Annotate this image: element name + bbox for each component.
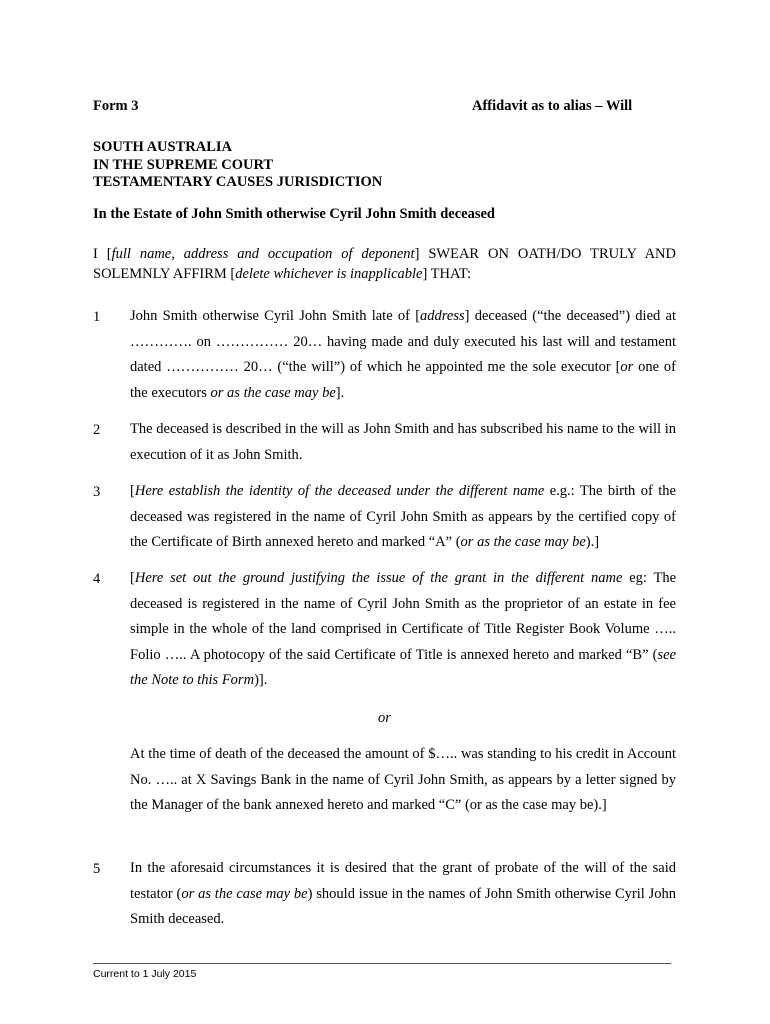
para-4-italic-2: see the Note to this Form [130,646,676,689]
para-4-alternative: At the time of death of the deceased the amount of $….. was standing to his credit in Account No. ….. at X Savings Bank in the name of Cyril John Smith, as appears by a letter signed by the Manager of the bank annexed hereto and marked “C” (or as the case may be).] [130,746,676,814]
court-line-3: TESTAMENTARY CAUSES JURISDICTION [93,174,383,190]
court-line-1: SOUTH AUSTRALIA [93,139,232,155]
para-4-text-1: [ [130,570,135,586]
para-4-text-2: eg: The deceased is registered in the name of Cyril John Smith as the proprietor of an estate in fee simple in the whole of the land comprised in Certificate of Title Register Book Volume ….. Folio ….. A photocopy of the said Certificate of Title is annexed hereto and marked “B” ( [130,570,676,663]
or-separator: or [378,710,391,726]
para-4 [130,566,676,694]
intro-italic-2: delete whichever is inapplicable [235,266,423,282]
para-3 [130,479,676,556]
para-1-text-3: one of the executors [130,359,677,401]
para-5-italic-1: or as the case may be [181,885,308,902]
para-1-italic-3: or as the case may be [210,384,336,401]
para-1-text-4: ]. [335,384,345,401]
footer-text: Current to 1 July 2015 [93,968,197,980]
form-label: Form 3 [93,98,139,114]
court-block [93,139,382,192]
para-5-number: 5 [93,861,101,877]
para-1-number: 1 [93,309,101,325]
para-1-italic-2: or [620,359,634,376]
para-3-italic-1: Here establish the identity of the deceased under the different name [134,483,545,499]
footer-divider [93,963,671,964]
form-title: Affidavit as to alias – Will [472,98,633,114]
para-3-text-2: e.g.: The birth of the deceased was registered in the name of Cyril John Smith as appears by the certified copy of the Certificate of Birth annexed hereto and marked “A” ( [130,483,676,551]
para-3-text-1: [ [130,483,135,499]
para-1-text-2: ] deceased (“the deceased”) died at …………. on …………… 20… having made and duly executed his last will and testament dated …………… 20… (“the will”) of which he appointed me the sole executor [ [130,308,676,376]
intro-text-3: ] THAT: [422,266,472,282]
para-2: The deceased is described in the will as John Smith and has subscribed his name to the will in execution of it as John Smith. [130,421,676,463]
para-2-number: 2 [93,422,101,438]
para-4-italic-1: Here set out the ground justifying the issue of the grant in the different name [134,570,623,586]
intro-text-2: ] SWEAR ON OATH/DO TRULY AND SOLEMNLY AFFIRM [ [93,246,676,282]
para-5 [130,856,676,933]
para-5-text-1: In the aforesaid circumstances it is desired that the grant of probate of the will of the said testator ( [130,860,676,902]
para-4-text-3: )]. [254,672,268,689]
intro-paragraph [93,244,676,284]
para-3-number: 3 [93,484,101,500]
para-3-italic-2: or as the case may be [460,534,586,551]
para-1-italic-1: address [420,308,465,324]
intro-italic-1: full name, address and occupation of deponent [111,246,415,262]
para-1-text-1: John Smith otherwise Cyril John Smith late of [ [130,308,421,324]
para-4-number: 4 [93,571,101,587]
court-line-2: IN THE SUPREME COURT [93,156,274,173]
para-3-text-3: ).] [585,534,600,551]
intro-text-1: I [ [93,246,112,262]
para-5-text-2: ) should issue in the names of John Smith otherwise Cyril John Smith deceased. [130,885,677,928]
estate-title: In the Estate of John Smith otherwise Cyril John Smith deceased [93,206,495,222]
para-1 [130,304,676,406]
